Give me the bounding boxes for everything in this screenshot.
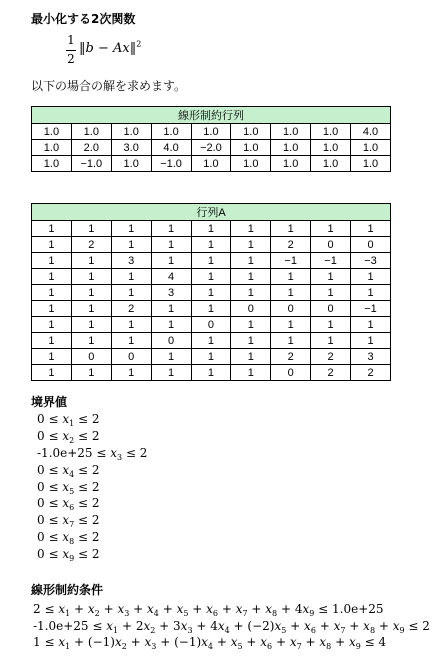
table-cell: 1 [151, 301, 191, 317]
table-cell: 0 [231, 301, 271, 317]
table-cell: 1 [351, 317, 391, 333]
table-cell: 1 [32, 349, 72, 365]
table-cell: 2 [311, 349, 351, 365]
matrix-a-table [31, 203, 391, 381]
bound-item: $0 \le x_5 \le 2$ [37, 479, 100, 496]
table-cell: 0 [271, 365, 311, 381]
table-cell: 1 [151, 221, 191, 237]
table-cell: 0 [191, 317, 231, 333]
table-cell: 1.0 [71, 124, 111, 140]
table-cell: 1 [191, 237, 231, 253]
table-cell: 1.0 [231, 156, 271, 172]
bound-item: $0 \le x_1 \le 2$ [37, 412, 100, 428]
table-cell: 1 [231, 365, 271, 381]
table-cell: 3 [151, 285, 191, 301]
table-cell: −2.0 [191, 140, 231, 156]
table-cell: 1.0 [271, 140, 311, 156]
table-cell: 1 [311, 221, 351, 237]
linear-constraint-row [32, 156, 391, 172]
table-cell: 1 [271, 269, 311, 285]
table-cell: 1 [191, 221, 231, 237]
table-cell: −1.0 [151, 156, 191, 172]
matrix-a-row [32, 365, 391, 381]
objective-title: 最小化する2次関数 [31, 12, 136, 26]
table-cell: 1 [191, 301, 231, 317]
table-cell: 1.0 [111, 156, 151, 172]
table-cell: 2 [311, 365, 351, 381]
table-cell: 1 [71, 301, 111, 317]
table-cell: 1 [151, 349, 191, 365]
table-cell: 1 [231, 349, 271, 365]
table-cell: 1 [231, 317, 271, 333]
linear-constraint-row [32, 124, 391, 140]
table-cell: 2 [111, 301, 151, 317]
table-cell: 1 [351, 269, 391, 285]
table-cell: 1 [71, 221, 111, 237]
linear-constraints-list [33, 602, 430, 652]
table-cell: −1.0 [71, 156, 111, 172]
fraction-denominator: 2 [67, 52, 75, 66]
matrix-a-row [32, 349, 391, 365]
bound-item: $0 \le x_8 \le 2$ [37, 530, 100, 547]
table-cell: 0 [151, 333, 191, 349]
table-cell: 1 [32, 285, 72, 301]
table-cell: 1.0 [351, 140, 391, 156]
table-cell: 1 [271, 221, 311, 237]
table-cell: 2 [351, 365, 391, 381]
table-cell: 1 [111, 365, 151, 381]
table-cell: 1 [32, 253, 72, 269]
table-cell: 1 [191, 365, 231, 381]
table-cell: 1 [111, 317, 151, 333]
bound-item: $-1.0e+25 \le x_3 \le 2$ [37, 445, 148, 462]
table-cell: 1 [151, 317, 191, 333]
constraint-item: $-1.0e+25 \le x_1 + 2x_2 + 3x_3 + 4x_4 + (-2)x_5 + x_6 + x_7 + x_8 + x_9 \le 2$ [33, 618, 430, 635]
table-cell: 1 [71, 253, 111, 269]
table-cell: 1.0 [311, 156, 351, 172]
table-cell: 1 [32, 221, 72, 237]
table-cell: 1 [32, 365, 72, 381]
table-cell: 1.0 [271, 124, 311, 140]
fraction-bar [66, 50, 76, 51]
linear-constraint-matrix-title: 線形制約行列 [32, 107, 391, 124]
table-cell: 3 [111, 253, 151, 269]
table-cell: 1 [111, 237, 151, 253]
table-cell: 1.0 [32, 140, 72, 156]
table-cell: 1 [191, 269, 231, 285]
matrix-a-row [32, 285, 391, 301]
table-cell: 1 [71, 285, 111, 301]
bound-item: $0 \le x_9 \le 2$ [37, 547, 100, 564]
bound-item: $0 \le x_7 \le 2$ [37, 513, 100, 530]
table-cell: 1 [111, 221, 151, 237]
table-cell: 0 [111, 349, 151, 365]
table-cell: 1.0 [231, 140, 271, 156]
table-cell: 1 [32, 301, 72, 317]
matrix-a-row [32, 301, 391, 317]
matrix-a-row [32, 237, 391, 253]
table-cell: 1.0 [32, 156, 72, 172]
bound-item: $0 \le x_2 \le 2$ [37, 428, 100, 445]
linear-constraints-title: 線形制約条件 [31, 583, 104, 597]
bound-item: $0 \le x_6 \le 2$ [37, 496, 100, 513]
table-cell: 0 [311, 237, 351, 253]
table-cell: 1 [271, 285, 311, 301]
objective-exponent: 2 [136, 39, 142, 49]
table-cell: 1.0 [231, 124, 271, 140]
bound-item: $0 \le x_4 \le 2$ [37, 462, 100, 479]
table-cell: 1 [351, 285, 391, 301]
table-cell: 1 [231, 237, 271, 253]
table-cell: −1 [311, 253, 351, 269]
table-cell: 1 [191, 253, 231, 269]
table-cell: 1 [311, 317, 351, 333]
table-cell: 1.0 [351, 156, 391, 172]
table-cell: 1 [311, 269, 351, 285]
matrix-a-title: 行列A [32, 204, 391, 221]
table-cell: 1 [111, 285, 151, 301]
table-cell: 1.0 [151, 124, 191, 140]
table-cell: 0 [311, 301, 351, 317]
table-cell: 1 [231, 333, 271, 349]
table-cell: 1 [111, 333, 151, 349]
table-cell: 1 [151, 365, 191, 381]
table-cell: 1 [71, 317, 111, 333]
table-cell: 1 [32, 269, 72, 285]
fraction-numerator: 1 [67, 33, 75, 47]
table-cell: −3 [351, 253, 391, 269]
table-cell: 2.0 [71, 140, 111, 156]
table-cell: 1 [231, 269, 271, 285]
table-cell: 1 [151, 237, 191, 253]
table-cell: 4 [151, 269, 191, 285]
linear-constraint-row [32, 140, 391, 156]
table-cell: 1 [231, 221, 271, 237]
table-cell: 1.0 [271, 156, 311, 172]
table-cell: 2 [271, 237, 311, 253]
table-cell: 1 [311, 285, 351, 301]
table-cell: 1 [351, 221, 391, 237]
table-cell: 1.0 [191, 156, 231, 172]
bounds-title: 境界値 [31, 395, 68, 409]
table-cell: 2 [71, 237, 111, 253]
table-cell: 1 [71, 365, 111, 381]
table-cell: 1 [71, 333, 111, 349]
table-cell: 1 [231, 253, 271, 269]
table-cell: −1 [271, 253, 311, 269]
table-cell: 4.0 [151, 140, 191, 156]
table-cell: 1 [191, 285, 231, 301]
table-cell: 1 [151, 253, 191, 269]
table-cell: 1.0 [111, 124, 151, 140]
objective-expression: ‖b − Ax‖ [79, 41, 137, 56]
table-cell: 1 [32, 317, 72, 333]
table-cell: 0 [71, 349, 111, 365]
table-cell: 1 [191, 333, 231, 349]
table-cell: 1 [271, 333, 311, 349]
table-cell: 1 [32, 237, 72, 253]
bounds-list [37, 412, 147, 564]
matrix-a-row [32, 317, 391, 333]
table-cell: 1.0 [311, 124, 351, 140]
table-cell: 0 [271, 301, 311, 317]
table-cell: 4.0 [351, 124, 391, 140]
problem-subtitle: 以下の場合の解を求めます。 [31, 79, 187, 93]
table-cell: 3 [351, 349, 391, 365]
table-cell: 1 [311, 333, 351, 349]
constraint-item: $2 \le x_1 + x_2 + x_3 + x_4 + x_5 + x_6 + x_7 + x_8 + 4x_9 \le 1.0e+25$ [33, 602, 384, 618]
matrix-a-row [32, 333, 391, 349]
table-cell: 1 [191, 349, 231, 365]
table-cell: 1.0 [311, 140, 351, 156]
table-cell: 0 [351, 237, 391, 253]
matrix-a-row [32, 253, 391, 269]
table-cell: 1 [351, 333, 391, 349]
table-cell: 1 [231, 285, 271, 301]
table-cell: 1 [111, 269, 151, 285]
table-cell: 1.0 [191, 124, 231, 140]
table-cell: 1 [32, 333, 72, 349]
table-cell: 2 [271, 349, 311, 365]
linear-constraint-matrix-table [31, 106, 391, 172]
table-cell: 1 [271, 317, 311, 333]
table-cell: −1 [351, 301, 391, 317]
table-cell: 1.0 [32, 124, 72, 140]
matrix-a-row [32, 269, 391, 285]
table-cell: 3.0 [111, 140, 151, 156]
table-cell: 1 [71, 269, 111, 285]
constraint-item: $1 \le x_1 + (-1)x_2 + x_3 + (-1)x_4 + x_5 + x_6 + x_7 + x_8 + x_9 \le 4$ [33, 635, 387, 651]
matrix-a-row [32, 221, 391, 237]
